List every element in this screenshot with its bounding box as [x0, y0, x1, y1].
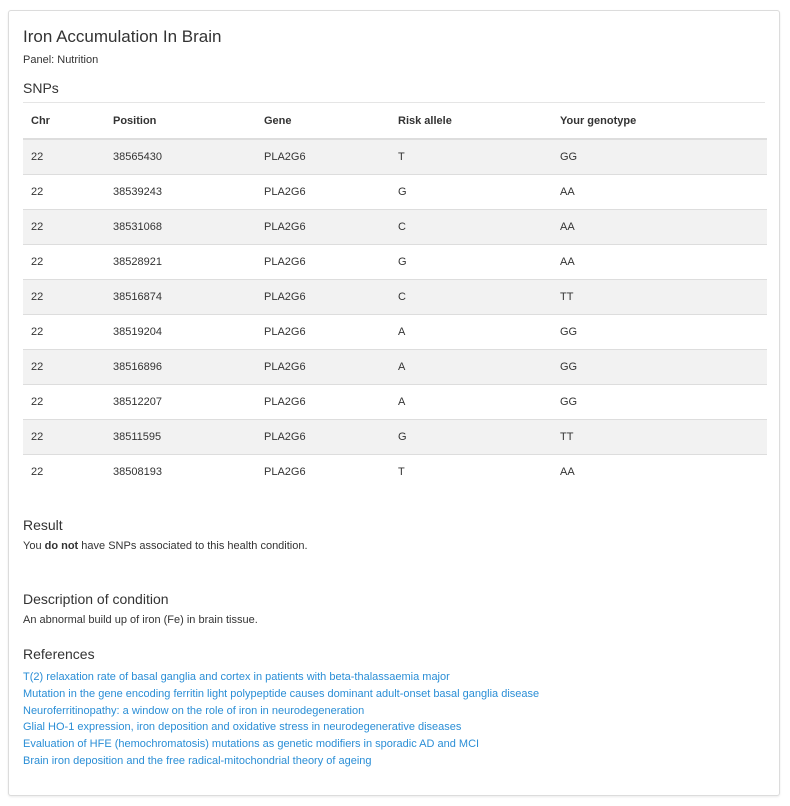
- cell-gene: PLA2G6: [256, 175, 390, 210]
- cell-chr: 22: [23, 210, 105, 245]
- reference-link[interactable]: Neuroferritinopathy: a window on the role of iron in neurodegeneration: [23, 704, 365, 717]
- cell-position: 38511595: [105, 420, 256, 455]
- column-header-gene: Gene: [256, 103, 390, 139]
- cell-chr: 22: [23, 350, 105, 385]
- cell-risk-allele: T: [390, 139, 552, 175]
- cell-position: 38516874: [105, 280, 256, 315]
- cell-chr: 22: [23, 385, 105, 420]
- column-header-chr: Chr: [23, 103, 105, 139]
- page-title: Iron Accumulation In Brain: [23, 27, 222, 46]
- cell-gene: PLA2G6: [256, 210, 390, 245]
- cell-gene: PLA2G6: [256, 420, 390, 455]
- reference-link[interactable]: T(2) relaxation rate of basal ganglia and cortex in patients with beta-thalassaemia major: [23, 671, 450, 683]
- cell-chr: 22: [23, 280, 105, 315]
- table-row: [23, 420, 767, 455]
- cell-position: 38516896: [105, 350, 256, 385]
- cell-risk-allele: G: [390, 245, 552, 280]
- cell-risk-allele: G: [390, 420, 552, 455]
- cell-chr: 22: [23, 420, 105, 455]
- cell-genotype: AA: [552, 175, 767, 210]
- table-row: [23, 245, 767, 280]
- cell-risk-allele: A: [390, 385, 552, 420]
- cell-genotype: AA: [552, 245, 767, 280]
- cell-genotype: TT: [552, 280, 767, 315]
- result-suffix: have SNPs associated to this health condition.: [78, 540, 308, 552]
- cell-gene: PLA2G6: [256, 280, 390, 315]
- column-header-risk-allele: Risk allele: [390, 103, 552, 139]
- cell-genotype: TT: [552, 420, 767, 455]
- snps-table: [23, 103, 767, 489]
- table-row: [23, 280, 767, 315]
- table-row: [23, 175, 767, 210]
- cell-position: 38539243: [105, 175, 256, 210]
- cell-risk-allele: T: [390, 455, 552, 490]
- cell-genotype: GG: [552, 315, 767, 350]
- references-list: [23, 669, 765, 770]
- table-header-row: [23, 103, 767, 139]
- cell-gene: PLA2G6: [256, 385, 390, 420]
- panel-label: Panel: Nutrition: [23, 54, 99, 66]
- cell-risk-allele: C: [390, 280, 552, 315]
- cell-gene: PLA2G6: [256, 245, 390, 280]
- table-row: [23, 385, 767, 420]
- cell-chr: 22: [23, 245, 105, 280]
- cell-chr: 22: [23, 139, 105, 175]
- cell-genotype: GG: [552, 139, 767, 175]
- reference-link[interactable]: Glial HO-1 expression, iron deposition and oxidative stress in neurodegenerative diseases: [23, 721, 462, 734]
- column-header-position: Position: [105, 103, 256, 139]
- table-row: [23, 350, 767, 385]
- cell-genotype: AA: [552, 455, 767, 490]
- cell-genotype: AA: [552, 210, 767, 245]
- condition-card: [8, 10, 780, 796]
- cell-risk-allele: G: [390, 175, 552, 210]
- cell-risk-allele: A: [390, 315, 552, 350]
- column-header-your-genotype: Your genotype: [552, 103, 767, 139]
- cell-gene: PLA2G6: [256, 139, 390, 175]
- references-heading: References: [23, 646, 95, 662]
- description-text: An abnormal build up of iron (Fe) in brain tissue.: [23, 614, 258, 626]
- cell-position: 38508193: [105, 455, 256, 490]
- table-row: [23, 210, 767, 245]
- cell-position: 38519204: [105, 315, 256, 350]
- reference-link[interactable]: Evaluation of HFE (hemochromatosis) mutations as genetic modifiers in sporadic AD and MCI: [23, 738, 480, 751]
- result-emphasis: do not: [44, 540, 79, 552]
- cell-chr: 22: [23, 175, 105, 210]
- cell-gene: PLA2G6: [256, 350, 390, 385]
- cell-genotype: GG: [552, 385, 767, 420]
- snps-heading: SNPs: [23, 80, 59, 96]
- reference-link[interactable]: Mutation in the gene encoding ferritin light polypeptide causes dominant adult-onset basal ganglia disease: [23, 687, 540, 700]
- cell-chr: 22: [23, 455, 105, 490]
- description-heading: Description of condition: [23, 591, 169, 607]
- cell-genotype: GG: [552, 350, 767, 385]
- table-row: [23, 455, 767, 490]
- cell-risk-allele: C: [390, 210, 552, 245]
- cell-risk-allele: A: [390, 350, 552, 385]
- table-row: [23, 315, 767, 350]
- cell-gene: PLA2G6: [256, 315, 390, 350]
- result-text: [23, 539, 765, 553]
- reference-link[interactable]: Brain iron deposition and the free radical-mitochondrial theory of ageing: [23, 754, 372, 767]
- cell-position: 38531068: [105, 210, 256, 245]
- cell-gene: PLA2G6: [256, 455, 390, 490]
- result-prefix: You: [23, 540, 45, 552]
- cell-position: 38565430: [105, 139, 256, 175]
- table-row: [23, 139, 767, 175]
- cell-position: 38512207: [105, 385, 256, 420]
- result-heading: Result: [23, 517, 63, 533]
- cell-position: 38528921: [105, 245, 256, 280]
- cell-chr: 22: [23, 315, 105, 350]
